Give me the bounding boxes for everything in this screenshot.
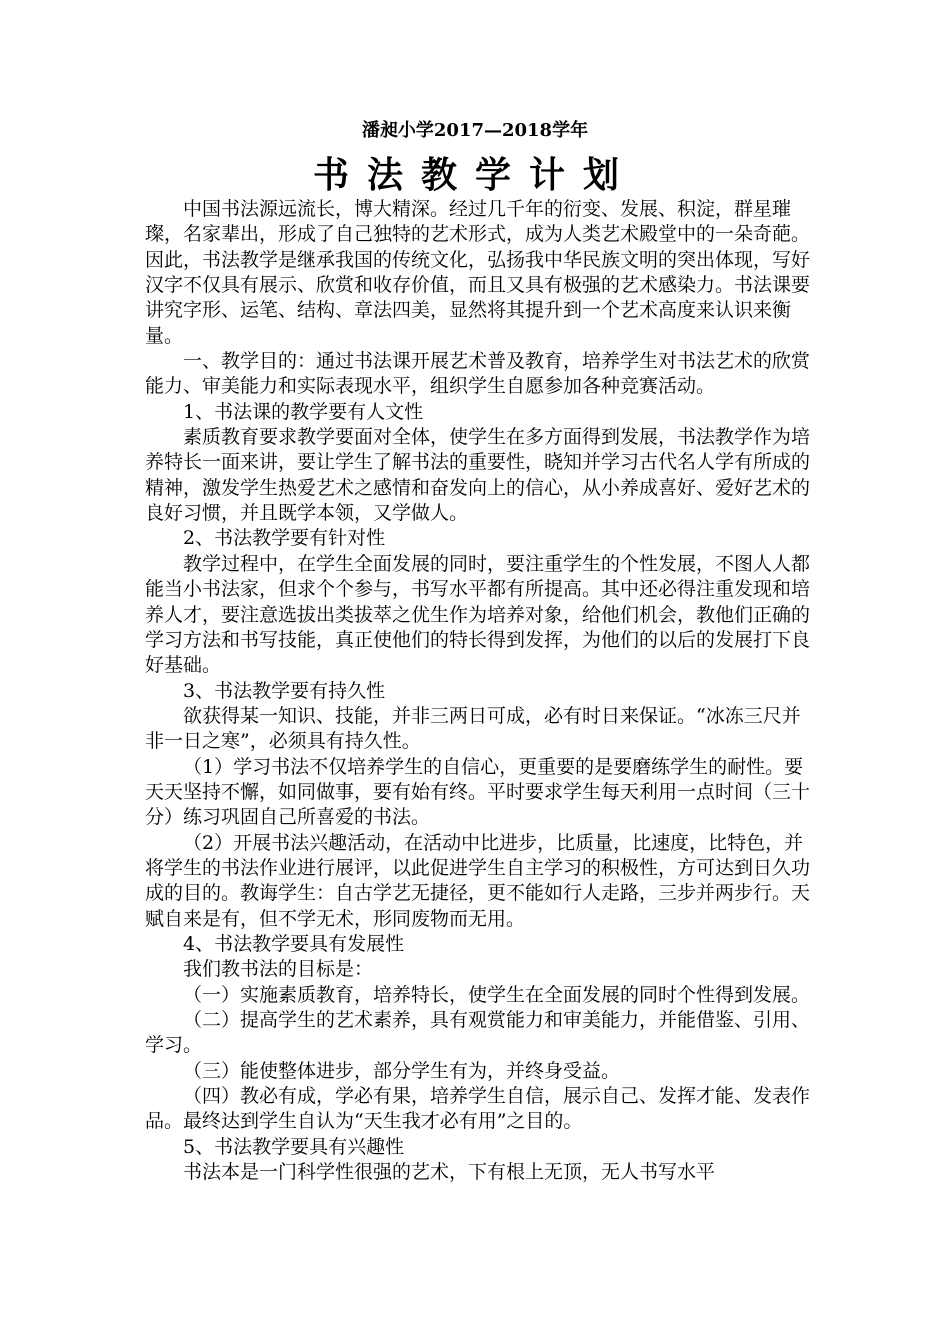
heading-humanistic: 1、书法课的教学要有人文性 — [183, 400, 424, 423]
heading-interest: 5、书法教学要具有兴趣性 — [183, 1135, 405, 1158]
paragraph-persistence: 欲获得某一知识、技能，并非三两日可成，必有时日来保证。“冰冻三尺并非一日之寒”，必须具有持久性。 — [145, 704, 801, 753]
item-persistence-1: （1）学习书法不仅培养学生的自信心，更重要的是要磨练学生的耐性。要天天坚持不懈，如同做事，要有始有终。平时要求学生每天利用一点时间（三十分）练习巩固自己所喜爱的书法。 — [145, 755, 811, 829]
section-teaching-purpose: 一、教学目的：通过书法课开展艺术普及教育，培养学生对书法艺术的欣赏能力、审美能力和实际表现水平，组织学生自愿参加各种竞赛活动。 — [145, 350, 811, 398]
paragraph-goals-intro: 我们教书法的目标是： — [183, 958, 374, 981]
goal-item-4: （四）教必有成，学必有果，培养学生自信，展示自己、发挥才能、发表作品。最终达到学生自认为“天生我才必有用”之目的。 — [145, 1085, 811, 1133]
heading-development: 4、书法教学要具有发展性 — [183, 932, 405, 955]
document-body — [145, 197, 810, 1185]
paragraph-humanistic: 素质教育要求教学要面对全体，使学生在多方面得到发展，书法教学作为培养特长一面来讲，要让学生了解书法的重要性，晓知并学习古代名人学有所成的精神，激发学生热爱艺术之感情和奋发向上的信心，从小养成喜好、爱好艺术的良好习惯，并且既学本领，又学做人。 — [145, 426, 811, 525]
document-subtitle: 潘昶小学2017—2018学年 — [361, 120, 589, 141]
heading-persistence: 3、书法教学要有持久性 — [183, 679, 386, 702]
goal-item-1: （一）实施素质教育，培养特长，使学生在全面发展的同时个性得到发展。 — [183, 983, 811, 1006]
paragraph-targeted: 教学过程中，在学生全面发展的同时，要注重学生的个性发展，不图人人都能当小书法家，但求个个参与，书写水平都有所提高。其中还必得注重发现和培养人才，要注意选拔出类拔萃之优生作为培养对象，给他们机会，教他们正确的学习方法和书写技能，真正使他们的特长得到发挥，为他们的以后的发展打下良好基础。 — [145, 552, 811, 677]
heading-targeted: 2、书法教学要有针对性 — [183, 527, 386, 550]
document-title: 书法教学计划 — [312, 154, 637, 196]
item-persistence-2: （2）开展书法兴趣活动，在活动中比进步，比质量，比速度，比特色，并将学生的书法作业进行展评，以此促进学生自主学习的积极性，方可达到日久功成的目的。教诲学生：自古学艺无捷径，更不能如行人走路，三步并两步行。天赋自来是有，但不学无术，形同废物而无用。 — [145, 831, 811, 930]
goal-item-2: （二）提高学生的艺术素养，具有观赏能力和审美能力，并能借鉴、引用、学习。 — [145, 1009, 811, 1057]
goal-item-3: （三）能使整体进步，部分学生有为，并终身受益。 — [183, 1059, 621, 1082]
paragraph-interest: 书法本是一门科学性很强的艺术，下有根上无顶，无人书写水平 — [183, 1161, 716, 1184]
intro-paragraph: 中国书法源远流长，博大精深。经过几千年的衍变、发展、积淀，群星璀璨，名家辈出，形成了自己独特的艺术形式，成为人类艺术殿堂中的一朵奇葩。因此，书法教学是继承我国的传统文化，弘扬我中华民族文明的突出体现，写好汉字不仅具有展示、欣赏和收存价值，而且又具有极强的艺术感染力。书法课要讲究字形、运笔、结构、章法四美，显然将其提升到一个艺术高度来认识来衡量。 — [145, 198, 811, 347]
